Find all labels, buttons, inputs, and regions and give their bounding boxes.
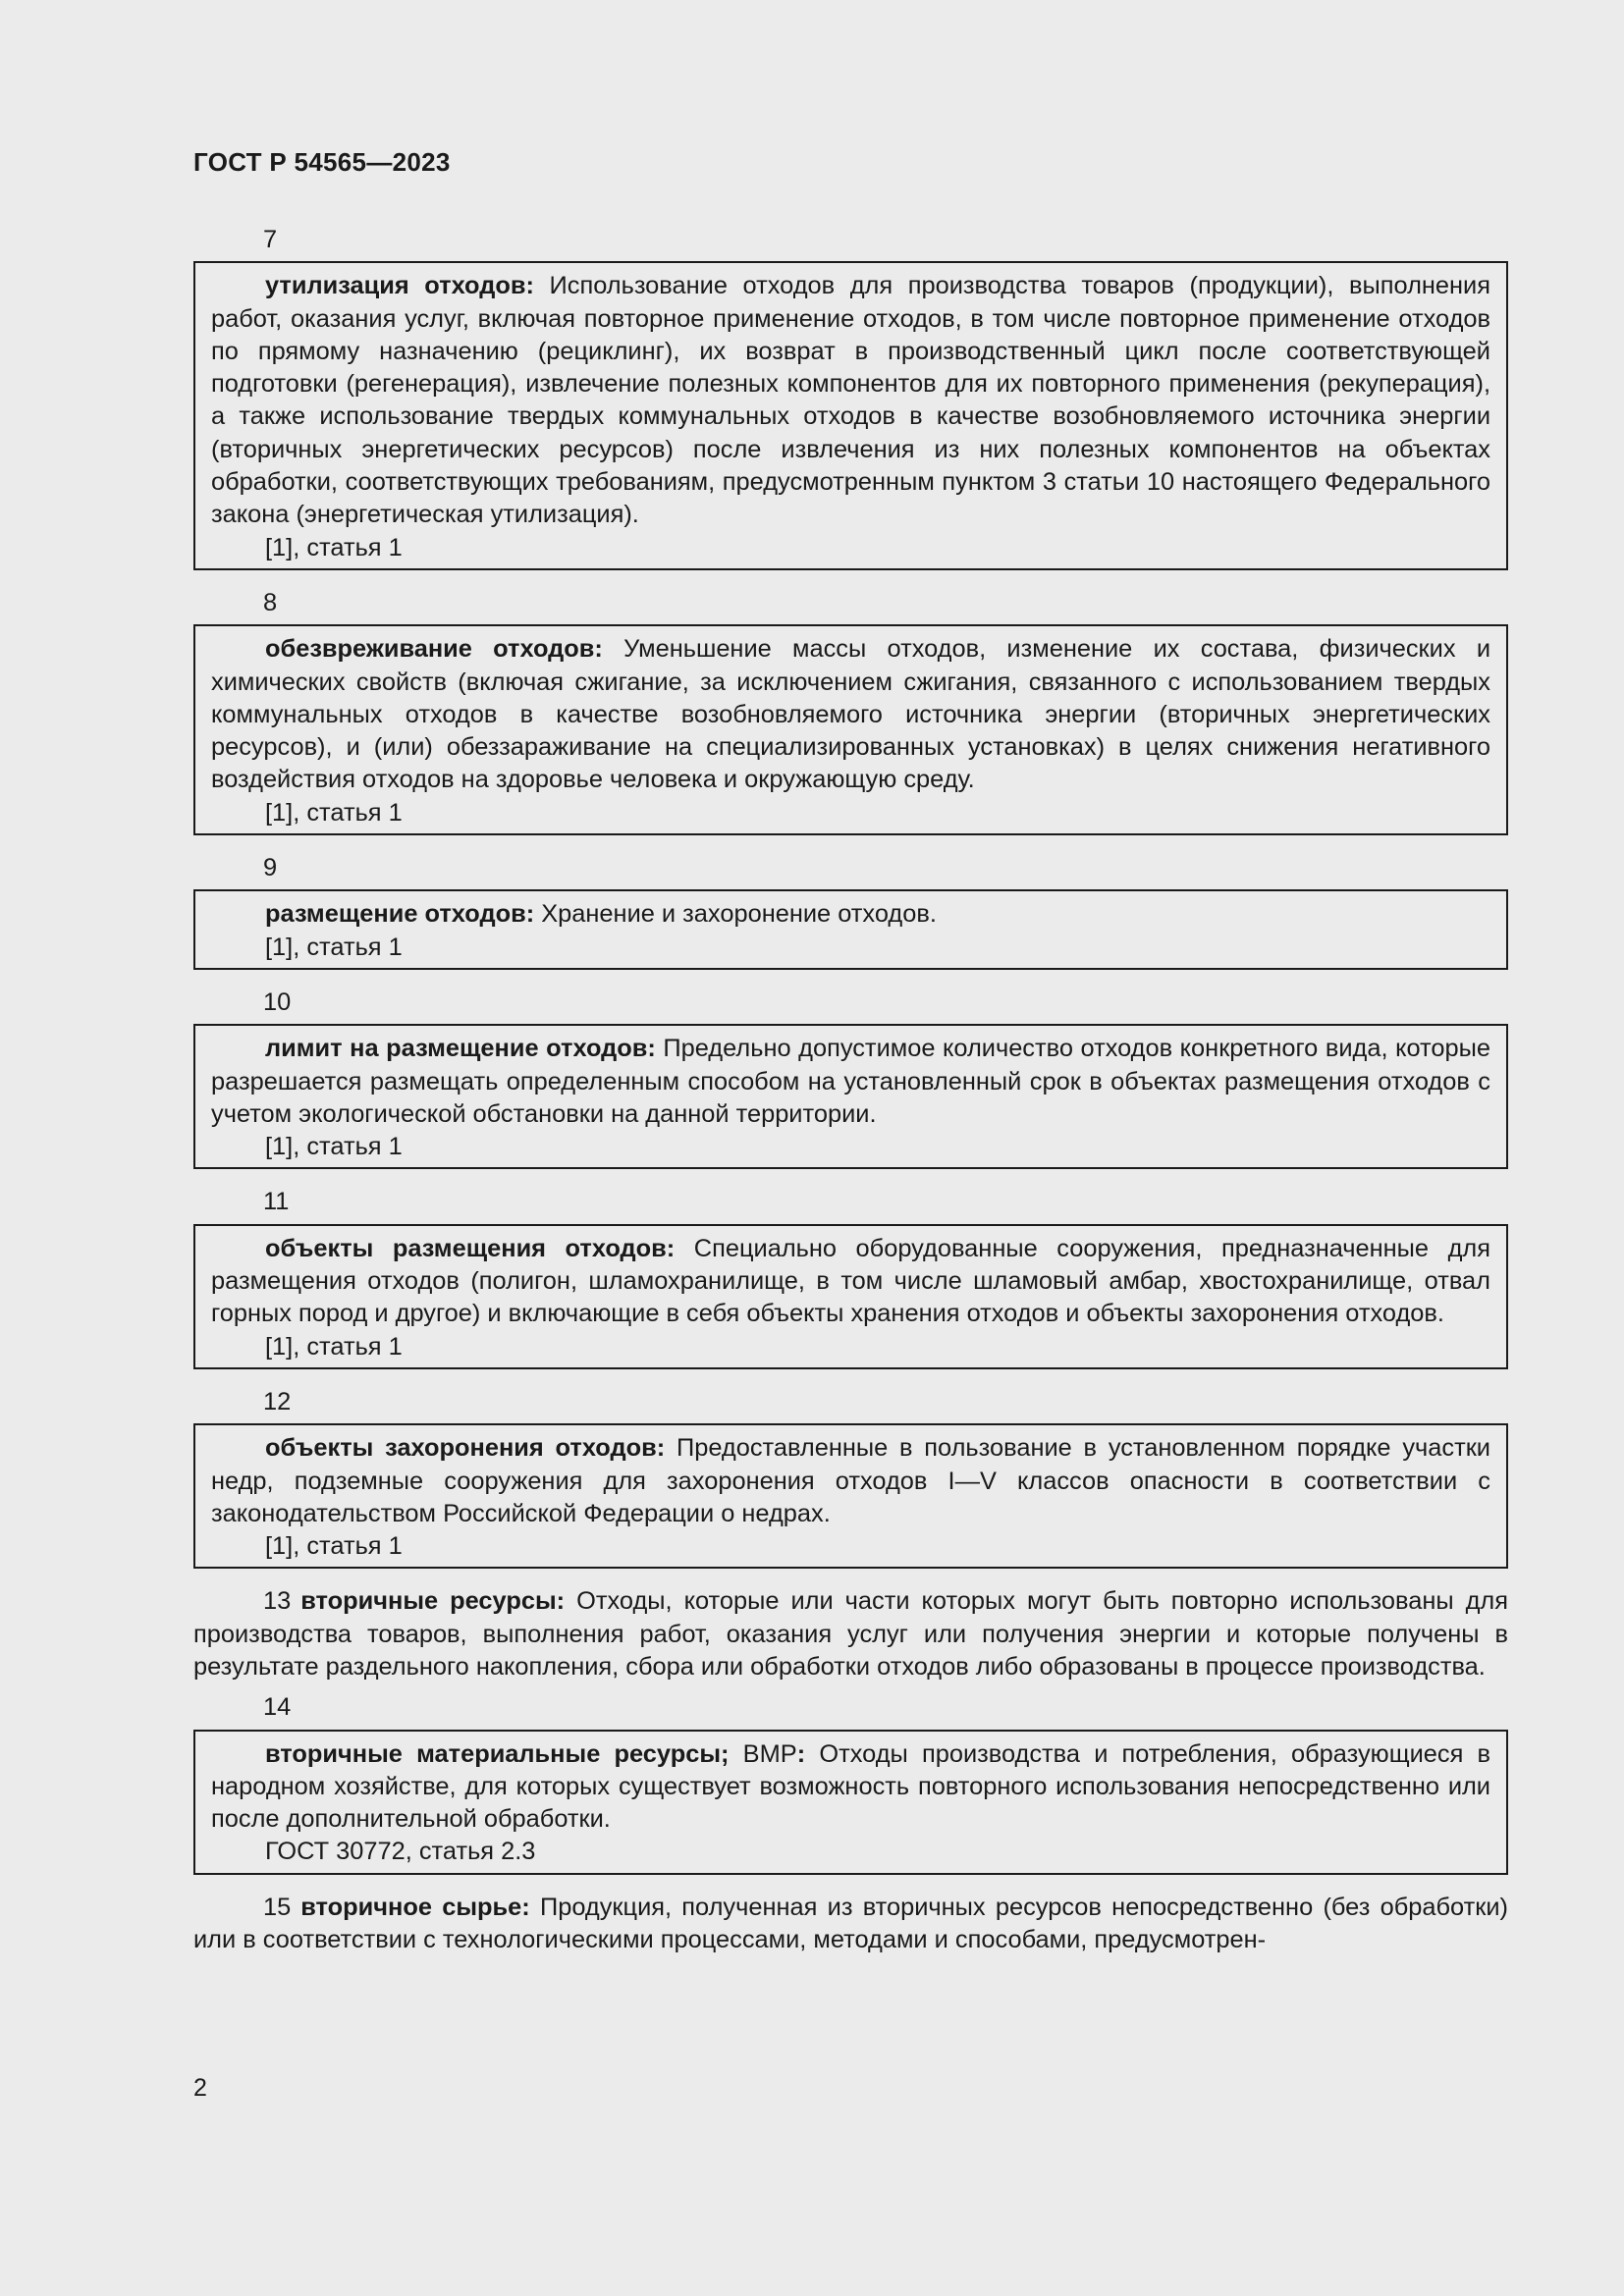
term-definition bbox=[211, 633, 1490, 796]
term-abbreviation: ВМР bbox=[729, 1739, 797, 1768]
term-definition bbox=[193, 1585, 1508, 1683]
term-number: 14 bbox=[263, 1693, 292, 1722]
term-definition bbox=[211, 898, 1490, 931]
term-box bbox=[193, 624, 1508, 835]
definition-text: Предельно допустимое количество отходов конкретного вида, которые разрешается размещать определенным способом на установленный срок в объектах размещения отходов с учетом экологической обстановки на данной территории. bbox=[211, 1035, 1490, 1128]
term-number-inline: 13 bbox=[263, 1587, 292, 1616]
definition-text: Отходы производства и потребления, образующиеся в народном хозяйстве, для которых существует возможность повторного использования непосредственно или после дополнительной обработки. bbox=[211, 1739, 1491, 1834]
term-name: объекты размещения отходов: bbox=[265, 1234, 676, 1262]
definition-text: Предоставленные в пользование в установленном порядке участки недр, подземные сооружения для захоронения отходов I—V классов опасности в соответствии с законодательством Российской Федерации о недрах. bbox=[211, 1434, 1490, 1527]
terms-content bbox=[193, 224, 1508, 1964]
term-number: 10 bbox=[263, 988, 292, 1016]
term-definition bbox=[211, 1738, 1490, 1837]
page-number: 2 bbox=[193, 2074, 207, 2102]
term-source: [1], статья 1 bbox=[265, 933, 403, 961]
definition-text: Отходы, которые или части которых могут быть повторно использованы для производства товаров, выполнения работ, оказания услуг или получения энергии и которые получены в результате раздельного накопления, сбора или обработки отходов либо образованы в процессе производства. bbox=[193, 1587, 1508, 1681]
term-box bbox=[193, 261, 1508, 570]
term-source: ГОСТ 30772, статья 2.3 bbox=[265, 1838, 536, 1866]
term-box bbox=[193, 1730, 1508, 1875]
term-number: 7 bbox=[263, 226, 278, 253]
term-name: лимит на размещение отходов: bbox=[265, 1035, 656, 1063]
definition-text: Уменьшение массы отходов, изменение их состава, физических и химических свойств (включая сжигание, за исключением сжигания, связанного с использованием твердых коммунальных отходов в качестве возобновляемого источника энергии (вторичных энергетических ресурсов), и (или) обеззараживание на специализированных установках) в целях снижения негативного воздействия отходов на здоровье человека и окружающую среду. bbox=[211, 635, 1490, 794]
term-definition bbox=[193, 1892, 1508, 1957]
term-box bbox=[193, 1423, 1508, 1569]
term-number: 11 bbox=[263, 1188, 290, 1216]
term-name: вторичные ресурсы: bbox=[300, 1587, 566, 1616]
term-name: вторичные материальные ресурсы; bbox=[265, 1739, 730, 1768]
term-colon: : bbox=[796, 1739, 806, 1768]
definition-text: Использование отходов для производства товаров (продукции), выполнения работ, оказания услуг, включая повторное применение отходов, в том числе повторное применение отходов по прямому назначению (рециклинг), их возврат в производственный цикл после соответствующей подготовки (регенерация), извлечение полезных компонентов для их повторного применения (рекуперация), а также использование твердых коммунальных отходов в качестве возобновляемого источника энергии (вторичных энергетических ресурсов) после извлечения из них полезных компонентов на объектах обработки, соответствующих требованиям, предусмотренным пунктом 3 статьи 10 настоящего Федерального закона (энергетическая утилизация). bbox=[211, 272, 1490, 529]
term-box bbox=[193, 889, 1508, 970]
term-name: утилизация отходов: bbox=[265, 272, 534, 300]
definition-text: Хранение и захоронение отходов. bbox=[534, 900, 937, 929]
term-source: [1], статья 1 bbox=[265, 533, 403, 561]
definition-text: Специально оборудованные сооружения, предназначенные для размещения отходов (полигон, шламохранилище, в том числе шламовый амбар, хвостохранилище, отвал горных пород и другое) и включающие в себя объекты хранения отходов и объекты захоронения отходов. bbox=[211, 1234, 1490, 1328]
term-source: [1], статья 1 bbox=[265, 1532, 403, 1561]
term-definition bbox=[211, 1432, 1490, 1530]
term-source: [1], статья 1 bbox=[265, 1332, 403, 1361]
document-code-header: ГОСТ Р 54565—2023 bbox=[193, 147, 451, 177]
term-name: объекты захоронения отходов: bbox=[265, 1434, 666, 1463]
term-paragraph bbox=[193, 1585, 1508, 1683]
definition-text: Продукция, полученная из вторичных ресурсов непосредственно (без обработки) или в соответствии с технологическими процессами, методами и способами, предусмотрен- bbox=[193, 1893, 1508, 1954]
term-definition bbox=[211, 270, 1490, 531]
term-paragraph bbox=[193, 1892, 1508, 1957]
term-number: 8 bbox=[263, 588, 278, 616]
term-definition bbox=[211, 1233, 1490, 1331]
term-source: [1], статья 1 bbox=[265, 1133, 403, 1161]
term-name: вторичное сырье: bbox=[300, 1893, 530, 1921]
term-source: [1], статья 1 bbox=[265, 798, 403, 827]
term-number: 12 bbox=[263, 1387, 292, 1415]
term-definition bbox=[211, 1033, 1490, 1131]
term-name: размещение отходов: bbox=[265, 900, 535, 929]
term-name: обезвреживание отходов: bbox=[265, 635, 603, 664]
term-number: 9 bbox=[263, 854, 278, 882]
term-box bbox=[193, 1024, 1508, 1169]
term-box bbox=[193, 1224, 1508, 1369]
term-number-inline: 15 bbox=[263, 1893, 292, 1921]
